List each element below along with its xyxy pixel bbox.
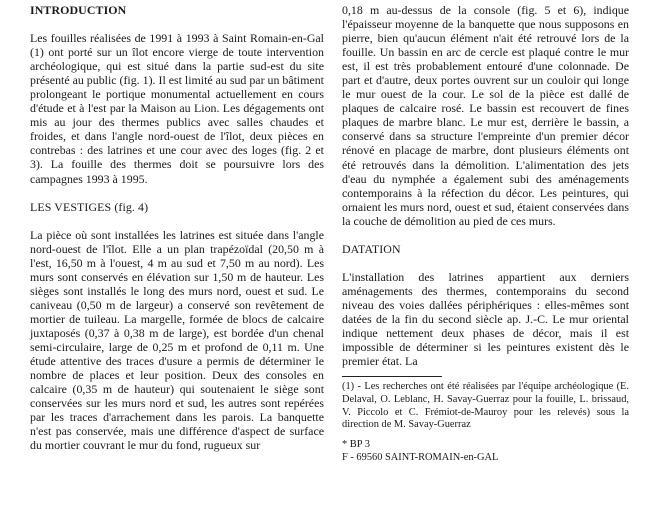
right-column — [342, 3, 629, 464]
footnote: (1) - Les recherches ont été réalisées par l'équipe archéologique (E. Delaval, O. Leblanc, H. Savay-Guerraz pour la fouille, L. brissaud, V. Piccolo et C. Frémiot-de-Mauroy pour les relevés) sous la direction de M. Savay-Guerraz — [342, 381, 629, 431]
footnote-rule — [342, 376, 442, 377]
continued-paragraph: 0,18 m au-dessus de la console (fig. 5 et 6), indique l'épaisseur moyenne de la banquette que nous supposons en pierre, bien qu'aucun élément n'ait été retrouvé lors de la fouille. Un bassin en arc de cercle est plaqué contre le mur est, il est très probablement entouré d'une colonnade. De part et d'autre, deux portes ouvrent sur un couloir qui longe le mur ouest de la cour. Le sol de la pièce est dallé de plaques de calcaire rosé. Le bassin est recouvert de fines plaques de marbre blanc. Le mur est, derrière le bassin, a conservé dans sa structure l'empreinte d'un premier décor rénové en placage de marbre, dont plusieurs éléments ont été retrouvés dans la démolition. L'alimentation des jets d'eau du nymphée a également subi des aménagements contemporains à la réfection du décor. Les peintures, qui ornaient les murs nord, ouest et sud, étaient conservées dans la couche de démolition au pied de ces murs. — [342, 3, 629, 228]
vestiges-paragraph: La pièce où sont installées les latrines est située dans l'angle nord-ouest de l'îlot. Elle a un plan trapézoïdal (20,50 m à l'est, 16,50 m à l'ouest, 4 m au sud et 7,50 m au nord). Les murs sont conservés en élévation sur 1,50 m de hauteur. Les sièges sont installés le long des murs nord, ouest et sud. Le caniveau (0,50 m de largeur) a conservé son revêtement de mortier de tuileau. La margelle, formée de blocs de calcaire juxtaposés (0,37 à 0,38 m de large), est bordée d'un chenal semi-circulaire, large de 0,25 m et profond de 0,11 m. Une étude attentive des traces d'usure a permis de déterminer le nombre de places et leur position. Deux des consoles en calcaire (0,35 m de hauteur) qui soutenaient le siège sont conservées sur les murs nord et sud, les autres sont repérées par les traces d'arrachement dans les parois. La banquette n'est pas conservée, mais une différence d'aspect de surface du mortier couvrant le mur du fond, rugueux sur — [30, 227, 324, 453]
introduction-paragraph: Les fouilles réalisées de 1991 à 1993 à Saint Romain-en-Gal (1) ont porté sur un îlot encore vierge de toute intervention archéologique, qui est situé dans la partie sud-est du site présenté au public (fig. 1). Il est limité au sud par un bâtiment prolongeant le portique monumental actuellement en cours d'étude et à l'est par la Maison au Lion. Les dégagements ont mis au jour des thermes publics avec salles chaudes et froides, et dans l'angle nord-ouest de l'îlot, deux pièces en contrebas : des latrines et une cour avec des loges (fig. 2 et 3). La fouille des thermes doit se poursuivre lors des campagnes 1993 à 1995. — [30, 31, 324, 186]
left-column — [30, 3, 324, 452]
address-line-2: F - 69560 SAINT-ROMAIN-en-GAL — [342, 451, 499, 463]
address-line-1: * BP 3 — [342, 438, 370, 450]
vestiges-heading: LES VESTIGES (fig. 4) — [30, 199, 149, 214]
introduction-heading: INTRODUCTION — [30, 3, 127, 17]
datation-heading: DATATION — [342, 241, 401, 256]
datation-paragraph: L'installation des latrines appartient aux derniers aménagements des thermes, contemporains du second niveau des voies dallées périphériques : elles-mêmes sont datées de la fin du second siècle ap. J.-C. Le mur oriental indique nettement deux phases de décor, mais il est impossible de déterminer si les peintures existent dès le premier état. La — [342, 269, 629, 369]
